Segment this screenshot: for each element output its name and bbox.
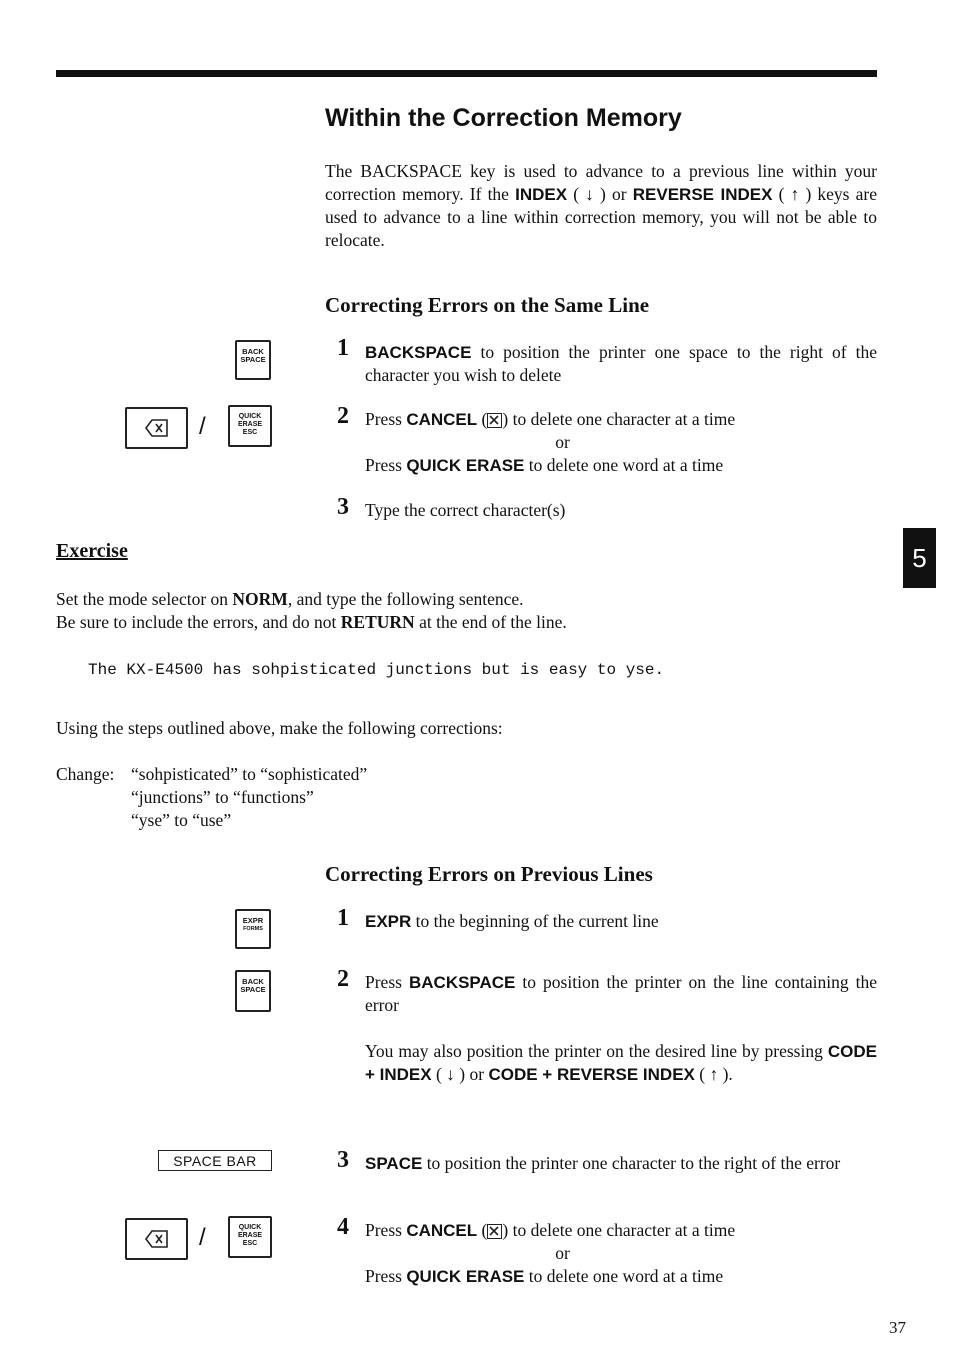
heading-previous-lines: Correcting Errors on Previous Lines	[325, 862, 653, 886]
step-number: 2	[337, 403, 349, 429]
change-label: Change:	[56, 764, 115, 784]
change-item: “yse” to “use”	[131, 810, 232, 830]
sample-sentence: The KX-E4500 has sohpisticated junctions but is easy to yse.	[88, 661, 665, 679]
step-prev-4: Press CANCEL ( ) to delete one character at a time or Press QUICK ERASE to delete one word at a time	[365, 1220, 736, 1286]
change-list	[131, 763, 367, 832]
step-prev-3: SPACE to position the printer one character to the right of the error	[365, 1153, 841, 1173]
slash-separator: /	[199, 1224, 206, 1251]
step-prev-1: EXPR to the beginning of the current line	[365, 911, 659, 931]
intro-paragraph: The BACKSPACE key is used to advance to a previous line within your correction memory. If the INDEX ( ↓ ) or REVERSE INDEX ( ↑ ) keys are used to advance to a line within correction memory, you will not be able to relocate.	[325, 161, 877, 250]
step-number: 1	[337, 905, 349, 931]
change-item: “sohpisticated” to “sophisticated”	[131, 764, 368, 784]
step-number: 3	[337, 494, 349, 520]
top-rule	[56, 70, 877, 77]
section-tab: 5	[903, 528, 936, 588]
step-number: 2	[337, 966, 349, 992]
step-same-3: Type the correct character(s)	[365, 500, 566, 520]
back-space-key-icon: BACK SPACE	[235, 970, 271, 1012]
expr-forms-key-icon: EXPR FORMS	[235, 909, 271, 949]
cancel-x-icon	[487, 413, 502, 428]
cancel-x-icon	[487, 1224, 502, 1239]
step-same-2: Press CANCEL ( ) to delete one character at a time or Press QUICK ERASE to delete one word at a time	[365, 409, 736, 475]
cancel-key-icon	[125, 1218, 188, 1260]
quick-erase-key-icon: QUICK ERASE ESC	[228, 405, 272, 447]
corrections-instruction: Using the steps outlined above, make the following corrections:	[56, 718, 503, 738]
step-number: 4	[337, 1214, 349, 1240]
step-number: 1	[337, 335, 349, 361]
exercise-heading: Exercise	[56, 540, 128, 562]
cancel-key-icon	[125, 407, 188, 449]
heading-same-line: Correcting Errors on the Same Line	[325, 293, 650, 317]
quick-erase-key-icon: QUICK ERASE ESC	[228, 1216, 272, 1258]
exercise-instructions: Set the mode selector on NORM, and type the following sentence. Be sure to include the errors, and do not RETURN at the end of the line.	[56, 589, 567, 632]
back-space-key-icon: BACK SPACE	[235, 340, 271, 380]
space-bar-key-icon: SPACE BAR	[158, 1150, 272, 1171]
change-item: “junctions” to “functions”	[131, 787, 314, 807]
step-prev-2: Press BACKSPACE to position the printer on the line containing the error	[365, 972, 878, 1015]
step-number: 3	[337, 1147, 349, 1173]
step-same-1: BACKSPACE to position the printer one space to the right of the character you wish to delete	[365, 342, 877, 385]
slash-separator: /	[199, 413, 206, 440]
page-number: 37	[889, 1318, 906, 1337]
step-prev-2-extra: You may also position the printer on the desired line by pressing CODE + INDEX ( ↓ ) or CODE + REVERSE INDEX ( ↑ ).	[365, 1041, 877, 1084]
page-title: Within the Correction Memory	[325, 104, 682, 132]
